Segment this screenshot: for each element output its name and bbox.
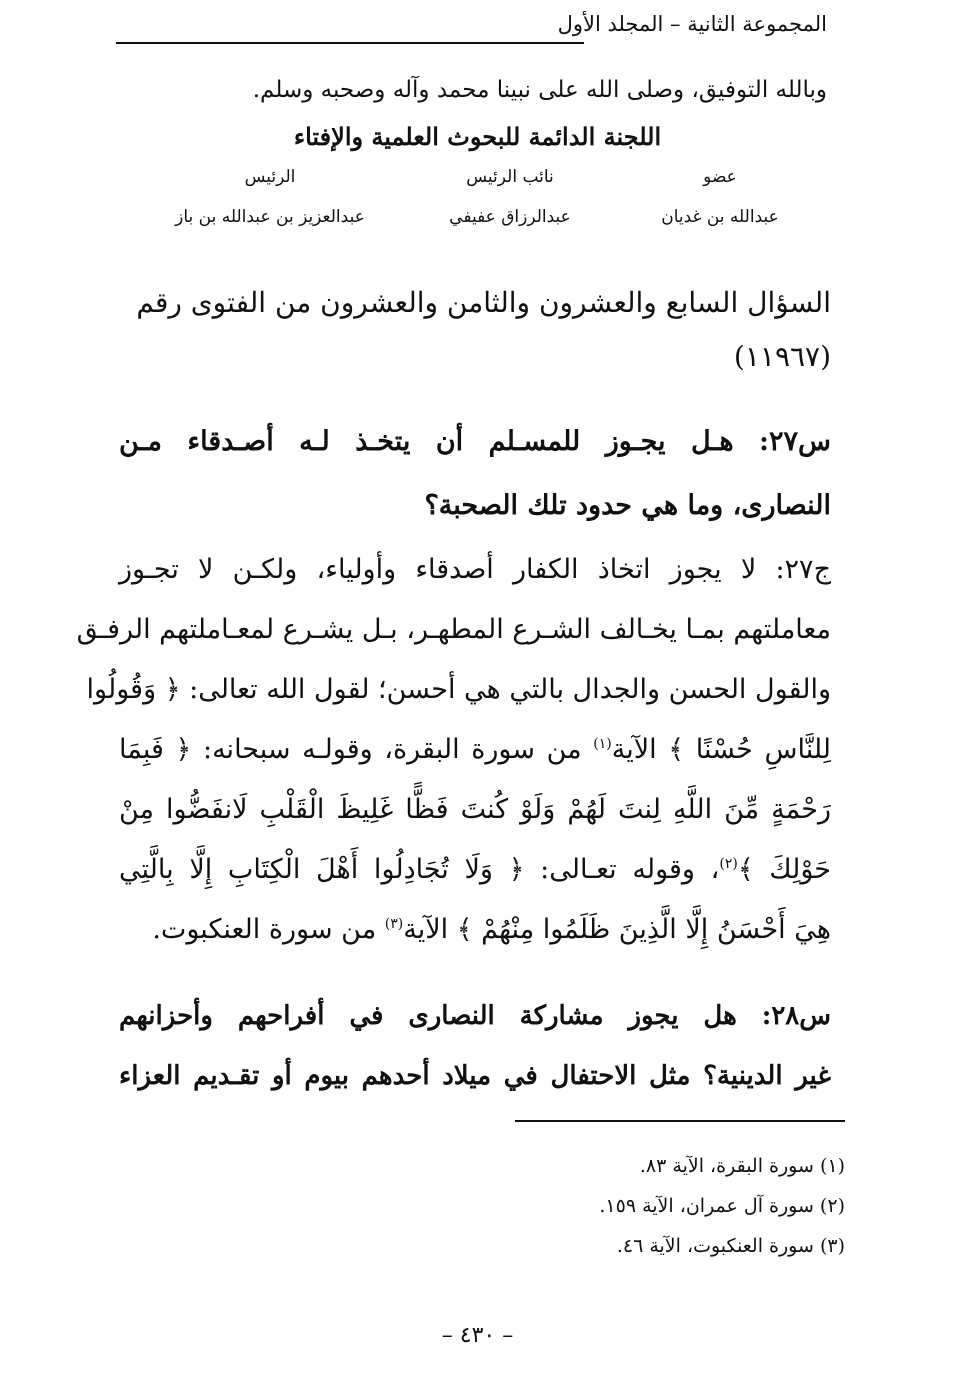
quran-quote: لِلنَّاسِ حُسْنًا ﴾ الآية [611,734,832,765]
signatory-role: نائب الرئيس [466,167,554,187]
question-line: غير الدينية؟ مثل الاحتفال في ميلاد أحدهم بيوم أو تقـديم العزاء [119,1061,831,1091]
answer-text: من سورة العنكبوت. [152,914,385,945]
fatwa-reference [121,276,831,384]
question-27 [119,410,831,538]
fatwa-number: (١١٩٦٧) [733,340,831,373]
answer-text: من سورة البقرة، وقولـه سبحانه: ﴿ فَبِمَا [119,734,594,765]
page-number: – ٤٣٠ – [441,1323,514,1348]
quran-quote: حَوْلِكَ ﴾ [737,854,831,885]
signatory-role: عضو [703,167,737,187]
answer-line [119,720,831,780]
header-rule [116,42,584,44]
answer-line [119,900,831,960]
question-line: س٢٨: هل يجوز مشاركة النصارى في أفراحهم وأحزانهم [119,1001,831,1031]
signatory-chairman [155,164,385,230]
answer-line: ج٢٧: لا يجوز اتخاذ الكفار أصدقاء وأولياء، ولكـن لا تجـوز [119,554,831,585]
question-28 [119,986,831,1106]
answer-line: والقول الحسن والجدال بالتي هي أحسن؛ لقول الله تعالى: ﴿ وَقُولُوا [86,674,831,705]
answer-line [119,840,831,900]
quran-quote: رَحْمَةٍ مِّنَ اللَّهِ لِنتَ لَهُمْ وَلَوْ كُنتَ فَظًّا غَلِيظَ الْقَلْبِ لَانفَضُّوا مِنْ [119,794,831,825]
signatory-name: عبدالرزاق عفيفي [449,207,571,227]
signatory-role: الرئيس [244,167,296,187]
footnote-item: (٢) سورة آل عمران، الآية ١٥٩. [599,1195,845,1217]
signatory-member [650,164,790,230]
committee-title: اللجنة الدائمة للبحوث العلمية والإفتاء [293,122,662,151]
answer-text: ، وقوله تعـالى: ﴿ وَلَا تُجَادِلُوا أَهْلَ الْكِتَابِ إِلَّا بِالَّتِي [119,854,720,885]
signatory-name: عبدالله بن غديان [661,207,779,227]
footnote-item: (١) سورة البقرة، الآية ٨٣. [639,1155,845,1177]
footnote-ref-1: (١) [593,736,612,752]
question-line: النصارى، وما هي حدود تلك الصحبة؟ [424,490,831,521]
quran-quote: هِيَ أَحْسَنُ إِلَّا الَّذِينَ ظَلَمُوا مِنْهُمْ ﴾ الآية [403,914,831,945]
fatwa-reference-line: السؤال السابع والعشرون والثامن والعشرون من الفتوى رقم [136,286,831,319]
footnotes [425,1146,845,1266]
answer-27 [76,540,832,960]
footnote-rule [515,1120,845,1122]
footnote-item: (٣) سورة العنكبوت، الآية ٤٦. [616,1235,845,1257]
running-header: المجموعة الثانية – المجلد الأول [557,12,827,36]
footnote-ref-2: (٢) [719,856,738,872]
answer-line: معاملتهم بمـا يخـالف الشـرع المطهـر، بـل يشـرع لمعـاملتهم الرفـق [76,614,831,645]
signatory-deputy [435,164,585,230]
closing-line: وبالله التوفيق، وصلى الله على نبينا محمد وآله وصحبه وسلم. [252,77,827,103]
signatory-name: عبدالعزيز بن عبدالله بن باز [175,207,365,227]
question-line: س٢٧: هـل يجـوز للمسـلم أن يتخـذ لـه أصـدقاء مـن [119,426,831,457]
footnote-ref-3: (٣) [384,916,404,932]
